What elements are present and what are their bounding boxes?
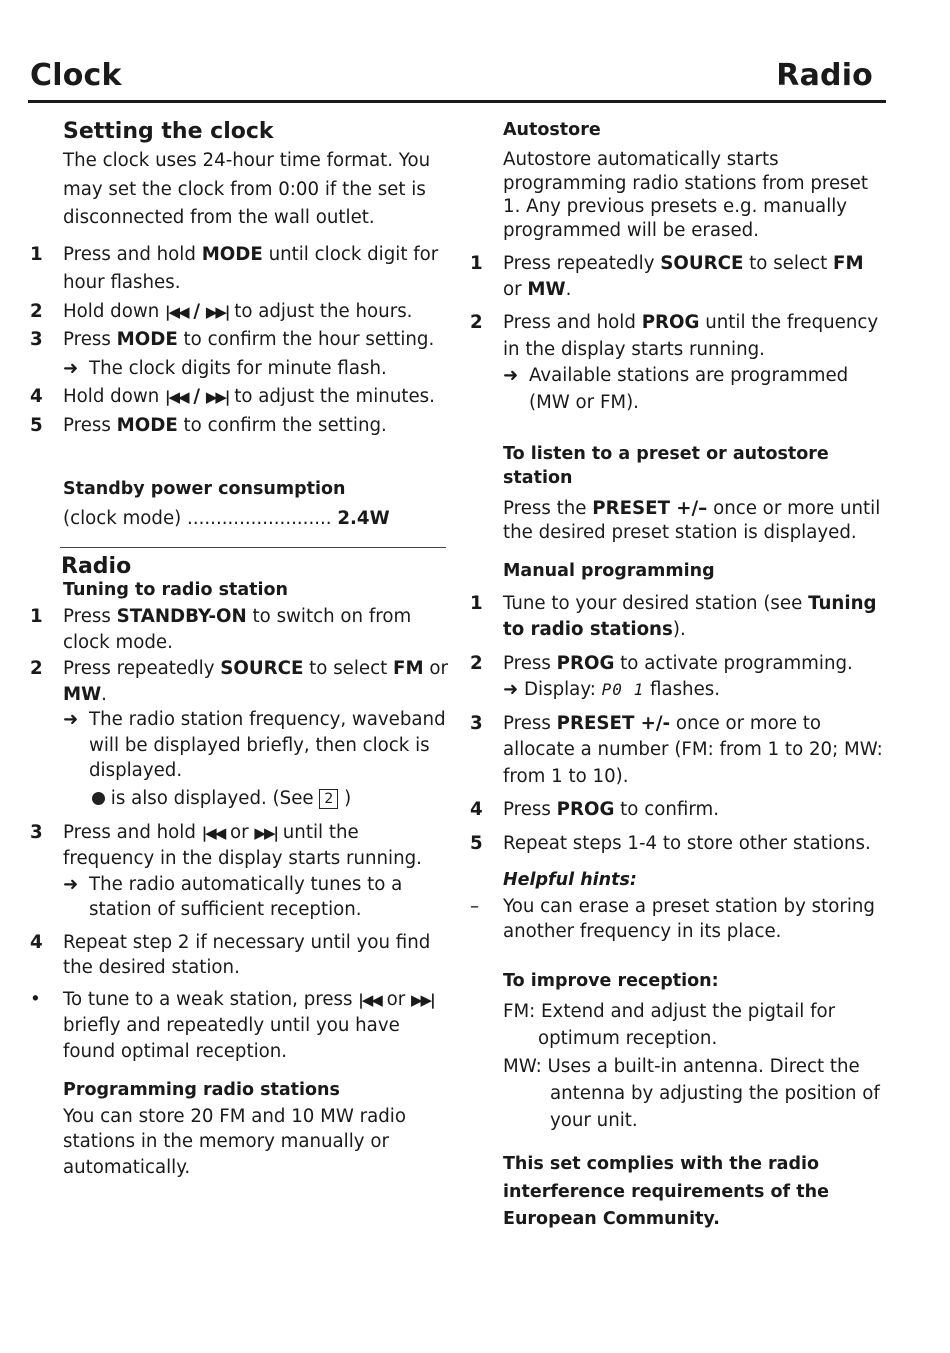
bullet: • [30, 988, 41, 1010]
autostore-step-2-result: ➜ Available stations are programmed (MW or FM). [503, 365, 849, 413]
step-number: 5 [30, 414, 43, 436]
tuning-step-3-result: ➜ The radio automatically tunes to a station of sufficient reception. [63, 873, 403, 920]
reception-mw: MW: Uses a built-in antenna. Direct the antenna by adjusting the position of your unit. [503, 1056, 880, 1131]
tuning-step-4: 4 Repeat step 2 if necessary until you find the desired station. [30, 931, 431, 978]
radio-symbol-icon [92, 792, 105, 805]
step-number: 2 [470, 312, 483, 333]
skip-back-icon: |◀◀ [358, 990, 381, 1009]
clock-step-3-result: ➜ The clock digits for minute flash. [63, 355, 450, 384]
skip-forward-icon: ▶▶| [411, 990, 434, 1009]
arrow-icon: ➜ [63, 357, 79, 379]
header-radio: Radio [776, 58, 873, 93]
step-number: 4 [30, 386, 43, 407]
radio-title: Radio [61, 554, 132, 579]
step-number: 2 [470, 652, 483, 674]
programming-title: Programming radio stations [63, 1080, 340, 1100]
left-column [30, 117, 450, 1180]
manual-step-2-result: ➜ Display: P0 1 flashes. [503, 679, 721, 700]
hints-title: Helpful hints: [503, 870, 637, 890]
manual-title: Manual programming [503, 561, 715, 581]
section-divider [60, 547, 446, 548]
step-number: 3 [30, 821, 43, 843]
arrow-icon: ➜ [63, 873, 79, 895]
step-number: 1 [470, 592, 483, 614]
tuning-step-3: 3 Press and hold |◀◀ or ▶▶| until the frequency in the display starts running. [30, 821, 422, 869]
arrow-icon: ➜ [63, 709, 79, 730]
autostore-step-2: 2 Press and hold PROG until the frequency in the display starts running. [470, 312, 879, 360]
arrow-icon: ➜ [503, 679, 519, 700]
clock-step-5: 5 Press MODE to confirm the setting. [30, 412, 450, 441]
tuning-step-2-icon-note: is also displayed. (See 2 ) [30, 784, 450, 814]
header-clock: Clock [30, 58, 122, 93]
step-number: 1 [30, 243, 43, 265]
step-number: 4 [470, 799, 483, 820]
tuning-bullet: • To tune to a weak station, press |◀◀ or ▶▶| briefly and repeatedly until you have found optimal reception. [30, 988, 434, 1062]
manual-step-4: 4 Press PROG to confirm. [470, 797, 885, 823]
clock-intro: The clock uses 24-hour time format. You may set the clock from 0:00 if the set is disconnected from the wall outlet. [63, 150, 431, 228]
step-number: 4 [30, 931, 43, 953]
autostore-title: Autostore [503, 120, 601, 140]
skip-forward-icon: ▶▶| [205, 388, 229, 406]
arrow-icon: ➜ [503, 365, 519, 386]
manual-step-5: 5 Repeat steps 1-4 to store other stations. [470, 831, 885, 857]
standby-title: Standby power consumption [63, 479, 346, 499]
figure-ref-box: 2 [319, 789, 338, 809]
manual-step-1: 1 Tune to your desired station (see Tuning to radio stations). [470, 592, 877, 640]
reception-title: To improve reception: [503, 970, 719, 991]
hint-dash: – [470, 895, 480, 917]
autostore-step-1: 1 Press repeatedly SOURCE to select FM or MW. [470, 253, 864, 300]
listen-title: To listen to a preset or autostore station [503, 444, 829, 488]
standby-label: (clock mode) ......................... [63, 507, 338, 529]
tuning-step-2-result: ➜ The radio station frequency, waveband will be displayed briefly, then clock is displayed. [63, 709, 446, 781]
reception-fm: FM: Extend and adjust the pigtail for optimum reception. [503, 1001, 836, 1049]
skip-back-icon: |◀◀ [165, 302, 188, 321]
skip-forward-icon: ▶▶| [254, 823, 277, 842]
step-number: 3 [30, 329, 43, 350]
header-rule [28, 100, 886, 103]
skip-back-icon: |◀◀ [165, 388, 188, 406]
right-column [470, 117, 885, 1234]
tuning-step-2: 2 Press repeatedly SOURCE to select FM or MW. [30, 658, 448, 705]
clock-step-4: 4 Hold down |◀◀ / ▶▶| to adjust the minutes. [30, 383, 450, 412]
compliance-note: This set complies with the radio interference requirements of the European Community. [503, 1154, 829, 1229]
step-number: 1 [470, 253, 483, 274]
tuning-title: Tuning to radio station [63, 580, 289, 600]
skip-forward-icon: ▶▶| [205, 302, 229, 321]
lcd-display: P0 1 [601, 680, 645, 699]
manual-step-2: 2 Press PROG to activate programming. [470, 651, 885, 678]
skip-back-icon: |◀◀ [201, 823, 225, 842]
step-number: 1 [30, 606, 43, 627]
clock-step-1: 1 Press and hold MODE until clock digit for hour flashes. [30, 241, 450, 298]
standby-row [30, 506, 450, 532]
step-number: 5 [470, 832, 483, 854]
tuning-step-1: 1 Press STANDBY-ON to switch on from clock mode. [30, 606, 412, 653]
hint-item: – You can erase a preset station by storing another frequency in its place. [470, 895, 875, 942]
step-number: 2 [30, 300, 43, 322]
autostore-text: Autostore automatically starts programming radio stations from preset 1. Any previous presets e.g. manually programmed will be erased. [503, 149, 868, 241]
setting-clock-title: Setting the clock [63, 119, 274, 144]
clock-step-2: 2 Hold down |◀◀ / ▶▶| to adjust the hours. [30, 298, 450, 327]
programming-text: You can store 20 FM and 10 MW radio stations in the memory manually or automatically. [63, 1105, 406, 1178]
step-number: 3 [470, 712, 483, 734]
clock-step-3: 3 Press MODE to confirm the hour setting. [30, 326, 450, 355]
manual-step-3: 3 Press PRESET +/- once or more to allocate a number (FM: from 1 to 20; MW: from 1 to 10). [470, 712, 883, 787]
step-number: 2 [30, 658, 43, 679]
standby-value: 2.4W [337, 507, 390, 529]
listen-text: Press the PRESET +/– once or more until the desired preset station is displayed. [503, 498, 881, 543]
